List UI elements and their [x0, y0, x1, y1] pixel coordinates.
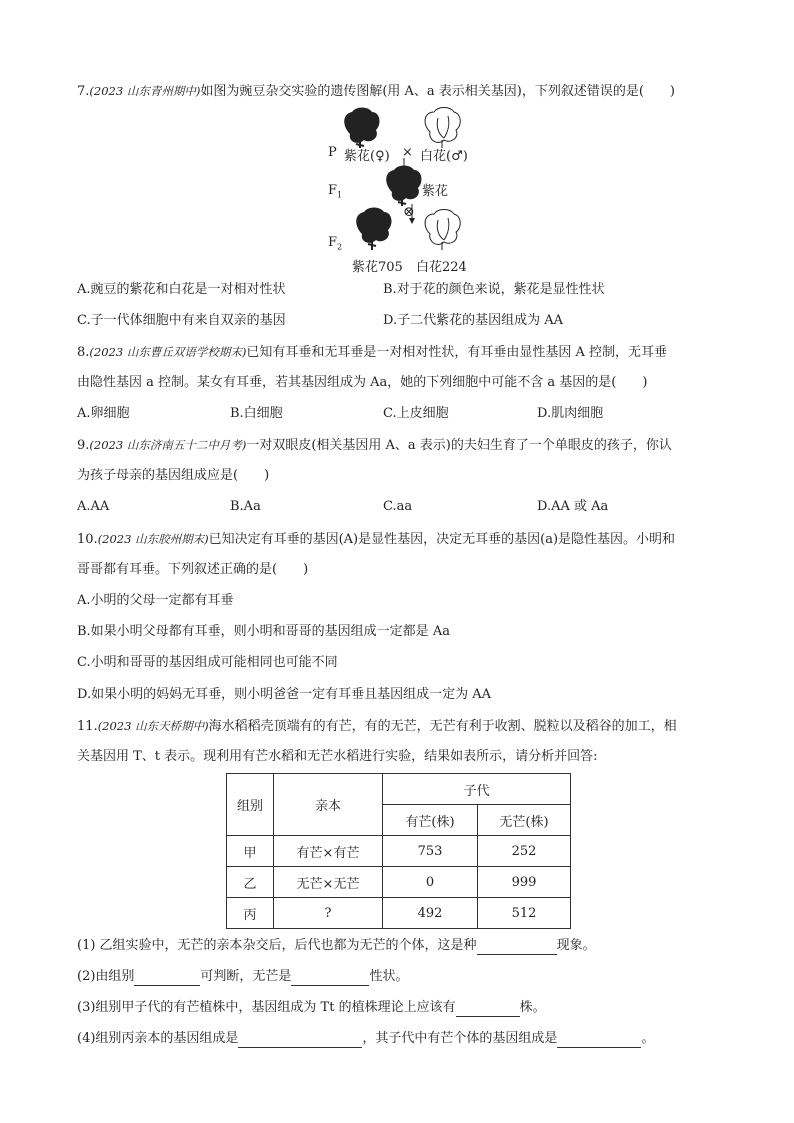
table-row — [227, 867, 571, 898]
table-header-offspring: 子代 — [383, 774, 571, 805]
f2-white-count: 白花224 — [416, 260, 467, 275]
q11-sub-4 — [77, 1030, 654, 1048]
q11-sub-4-text: (4)组别丙亲本的基因组成是 — [77, 1031, 239, 1046]
rice-awn-results-table — [226, 773, 571, 929]
pea-cross-illustration — [320, 104, 500, 274]
q11-sub-3-text: (3)组别甲子代的有芒植株中，基因组成为 Tt 的植株理论上应该有 — [77, 1000, 456, 1015]
row-group: 乙 — [227, 867, 274, 898]
q10-stem-line-2: 哥哥都有耳垂。下列叙述正确的是( ) — [77, 562, 309, 577]
q9-stem-line-2: 为孩子母亲的基因组成应是( ) — [77, 468, 270, 483]
row-parent: 无芒×无芒 — [274, 867, 383, 898]
row-awned: 0 — [383, 867, 478, 898]
q8-option-d: D.肌肉细胞 — [537, 406, 604, 421]
q9-option-d: D.AA 或 Aa — [537, 499, 609, 514]
answer-blank-4a[interactable] — [238, 1033, 362, 1048]
q9-number: 9. — [77, 438, 90, 453]
row-awned: 753 — [383, 836, 478, 867]
q11-sub-1-text: (1) 乙组实验中，无芒的亲本杂交后，后代也都为无芒的个体，这是种 — [77, 938, 477, 953]
q8-stem-line-2: 由隐性基因 a 控制。某女有耳垂，若其基因组成为 Aa，她的下列细胞中可能不含 a 基因的是( ) — [77, 375, 648, 390]
q11-sub-4-mid: ，其子代中有芒个体的基因组成是 — [362, 1031, 558, 1046]
p-purple-label: 紫花(♀) — [344, 149, 390, 164]
q7-number: 7. — [77, 84, 90, 99]
f1-purple-flower-icon — [386, 166, 421, 207]
row-group: 丙 — [227, 898, 274, 929]
q8-option-c: C.上皮细胞 — [383, 406, 449, 421]
answer-blank-1[interactable] — [477, 940, 557, 955]
white-flower-icon — [425, 108, 460, 149]
f2-generation-label: $F_2$ — [328, 235, 343, 252]
q9-option-c: C.aa — [383, 499, 413, 514]
q10-source: (2023 山东胶州期末) — [97, 532, 209, 546]
q11-stem-line-2: 关基因用 T、t 表示。现利用有芒水稻和无芒水稻进行实验，结果如表所示，请分析并回答: — [77, 749, 598, 764]
q7-option-b: B.对于花的颜色来说，紫花是显性性状 — [383, 282, 605, 297]
q10-option-a: A.小明的父母一定都有耳垂 — [77, 593, 234, 608]
q8-stem-line-1 — [77, 343, 667, 362]
q11-number: 11. — [77, 719, 98, 734]
q11-source: (2023 山东天桥期中) — [97, 719, 209, 733]
q8-stem-1: 已知有耳垂和无耳垂是一对相对性状，有耳垂由显性基因 A 控制，无耳垂 — [246, 345, 667, 360]
row-awnless: 512 — [478, 898, 571, 929]
table-row — [227, 836, 571, 867]
q7-option-d: D.子二代紫花的基因组成为 AA — [383, 313, 564, 328]
row-group: 甲 — [227, 836, 274, 867]
q10-option-d: D.如果小明的妈妈无耳垂，则小明爸爸一定有耳垂且基因组成一定为 AA — [77, 687, 492, 702]
q7-stem: 如图为豌豆杂交实验的遗传图解(用 A、a 表示相关基因)，下列叙述错误的是( ) — [200, 84, 676, 99]
q9-stem-1: 一对双眼皮(相关基因用 A、a 表示)的夫妇生育了一个单眼皮的孩子，你认 — [246, 438, 672, 453]
q11-stem-1: 海水稻稻壳顶端有的有芒，有的无芒，无芒有利于收割、脱粒以及稻谷的加工，相 — [208, 719, 677, 734]
q11-sub-1-tail: 现象。 — [556, 938, 596, 953]
row-parent: 有芒×有芒 — [274, 836, 383, 867]
q7-option-c: C.子一代体细胞中有来自双亲的基因 — [77, 313, 286, 328]
f2-purple-flower-icon — [356, 208, 391, 251]
f1-flower-label: 紫花 — [422, 184, 449, 199]
row-awnless: 999 — [478, 867, 571, 898]
q10-stem-1: 已知决定有耳垂的基因(A)是显性基因，决定无耳垂的基因(a)是隐性基因。小明和 — [208, 532, 676, 547]
q11-sub-2-text: (2)由组别 — [77, 969, 135, 984]
q8-option-a: A.卵细胞 — [77, 406, 130, 421]
q10-stem-line-1 — [77, 530, 675, 549]
f1-generation-label: $F_1$ — [328, 183, 343, 200]
q8-source: (2023 山东曹丘双语学校期末) — [89, 345, 247, 359]
purple-flower-icon — [344, 108, 379, 149]
q11-sub-3-tail: 株。 — [519, 1000, 546, 1015]
table-header-awnless: 无芒(株) — [478, 805, 571, 836]
table-header-group: 组别 — [227, 774, 274, 836]
q9-stem-line-1 — [77, 436, 672, 455]
self-pollination-symbol: ⊗ — [403, 204, 415, 220]
q11-sub-2 — [77, 968, 408, 986]
row-parent: ? — [274, 898, 383, 929]
q7-source: (2023 山东青州期中) — [89, 84, 201, 98]
p-generation-label: P — [328, 145, 337, 160]
f2-purple-count: 紫花705 — [352, 260, 403, 275]
q9-source: (2023 山东济南五十二中月考) — [89, 438, 247, 452]
p-white-label: 白花(♂) — [420, 149, 468, 164]
table-row — [227, 898, 571, 929]
q7-stem-line — [77, 82, 675, 101]
q8-number: 8. — [77, 345, 90, 360]
f2-white-flower-icon — [425, 210, 460, 251]
q9-option-b: B.Aa — [230, 499, 261, 514]
row-awned: 492 — [383, 898, 478, 929]
q9-option-a: A.AA — [77, 499, 110, 514]
answer-blank-4b[interactable] — [557, 1033, 641, 1048]
answer-blank-2b[interactable] — [291, 971, 369, 986]
answer-blank-3[interactable] — [456, 1002, 520, 1017]
row-awnless: 252 — [478, 836, 571, 867]
q11-sub-1 — [77, 937, 596, 955]
q11-stem-line-1 — [77, 717, 677, 736]
q8-option-b: B.白细胞 — [230, 406, 283, 421]
q11-sub-4-tail: 。 — [641, 1031, 655, 1046]
q11-sub-2-tail: 性状。 — [369, 969, 409, 984]
pea-cross-diagram — [320, 104, 500, 274]
table-header-awned: 有芒(株) — [383, 805, 478, 836]
q10-option-c: C.小明和哥哥的基因组成可能相同也可能不同 — [77, 655, 338, 670]
answer-blank-2a[interactable] — [134, 971, 200, 986]
q10-option-b: B.如果小明父母都有耳垂，则小明和哥哥的基因组成一定都是 Aa — [77, 624, 450, 639]
q11-sub-2-mid: 可判断，无芒是 — [200, 969, 292, 984]
q11-sub-3 — [77, 999, 546, 1017]
cross-symbol: × — [402, 145, 413, 160]
q10-number: 10. — [77, 532, 98, 547]
q7-option-a: A.豌豆的紫花和白花是一对相对性状 — [77, 282, 286, 297]
table-header-parent: 亲本 — [274, 774, 383, 836]
